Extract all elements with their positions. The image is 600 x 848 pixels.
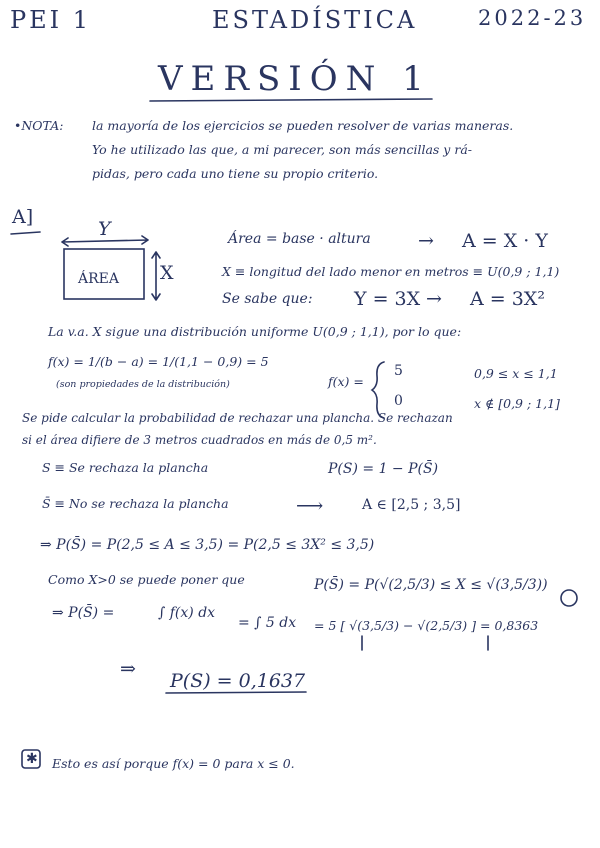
x-definition: X ≡ longitud del lado menor en metros ≡ U(0,9 ; 1,1) <box>222 264 560 279</box>
piece-2-condition: x ∉ [0,9 ; 1,1] <box>474 396 560 411</box>
como-line: Como X>0 se puede poner que <box>48 572 245 587</box>
implies-arrow-2: ⟶ <box>296 495 324 517</box>
title-underline <box>150 99 432 101</box>
final-result: P(S) = 0,1637 <box>170 670 306 692</box>
request-line-1: Se pide calcular la probabilidad de rechazar una plancha. Se rechazan <box>22 411 453 425</box>
request-line-2: si el área difiere de 3 metros cuadrados en más de 0,5 m². <box>22 433 377 447</box>
step-1: ⇒ P(S̄) = P(2,5 ≤ A ≤ 3,5) = P(2,5 ≤ 3X² ≤ 3,5) <box>40 537 375 553</box>
result-underline <box>166 692 306 693</box>
course-label: PEI 1 <box>10 6 92 34</box>
s-definition: S ≡ Se rechaza la plancha <box>42 460 209 475</box>
area-formula: Área = base · altura <box>228 231 371 247</box>
area-symbolic: A = X · Y <box>462 230 548 252</box>
year-label: 2022-23 <box>478 6 587 30</box>
subject-label: ESTADÍSTICA <box>212 6 418 34</box>
integral-2: = ∫ 5 dx <box>238 615 297 631</box>
section-underline <box>11 232 40 234</box>
bracket-strokes <box>362 636 488 650</box>
se-sabe: Se sabe que: <box>222 291 313 307</box>
result-arrow: ⇒ <box>120 658 136 680</box>
diagram-side-label: X <box>160 262 174 284</box>
fx-note: (son propiedades de la distribución) <box>56 379 230 390</box>
reference-circle <box>561 590 577 606</box>
footnote-text: Esto es así porque f(x) = 0 para x ≤ 0. <box>52 756 295 771</box>
sbar-range: A ∈ [2,5 ; 3,5] <box>362 497 461 513</box>
va-line: La v.a. X sigue una distribución uniforme U(0,9 ; 1,1), por lo que: <box>48 324 462 339</box>
y-equation: Y = 3X <box>354 288 421 310</box>
version-title: VERSIÓN 1 <box>158 59 432 99</box>
piecewise-label: f(x) = <box>328 374 364 389</box>
note-line-1: la mayoría de los ejercicios se pueden resolver de varias maneras. <box>92 118 514 133</box>
diagram-box-label: ÁREA <box>78 271 119 287</box>
fx-definition: f(x) = 1/(b − a) = 1/(1,1 − 0,9) = 5 <box>48 354 269 369</box>
piecewise-brace <box>372 362 384 418</box>
integral-1: ∫ f(x) dx <box>158 605 216 621</box>
a-equation: A = 3X² <box>470 288 545 310</box>
step-2: P(S̄) = P(√(2,5/3) ≤ X ≤ √(3,5/3)) <box>314 577 548 593</box>
note-line-3: pidas, pero cada uno tiene su propio criterio. <box>92 166 379 181</box>
step-3-lhs: ⇒ P(S̄) = <box>52 605 115 621</box>
footnote-box <box>22 750 40 768</box>
height-arrow <box>152 252 160 300</box>
footnote-mark: ✱ <box>26 751 38 767</box>
piece-1-value: 5 <box>394 363 403 379</box>
piece-1-condition: 0,9 ≤ x ≤ 1,1 <box>474 366 558 381</box>
width-arrow <box>62 236 148 246</box>
note-line-2: Yo he utilizado las que, a mi parecer, son más sencillas y rá- <box>92 142 472 157</box>
section-label: A] <box>12 206 34 228</box>
piece-2-value: 0 <box>394 393 403 409</box>
note-label: •NOTA: <box>14 118 64 133</box>
implies-arrow-1: → <box>426 288 442 310</box>
area-rectangle <box>64 249 144 299</box>
sbar-definition: S̄ ≡ No se rechaza la plancha <box>42 496 229 511</box>
diagram-top-label: Y <box>98 218 111 240</box>
step-3-rhs: = 5 [ √(3,5/3) − √(2,5/3) ] = 0,8363 <box>314 618 539 633</box>
area-arrow: → <box>418 230 434 252</box>
s-probability: P(S) = 1 − P(S̄) <box>328 461 439 477</box>
